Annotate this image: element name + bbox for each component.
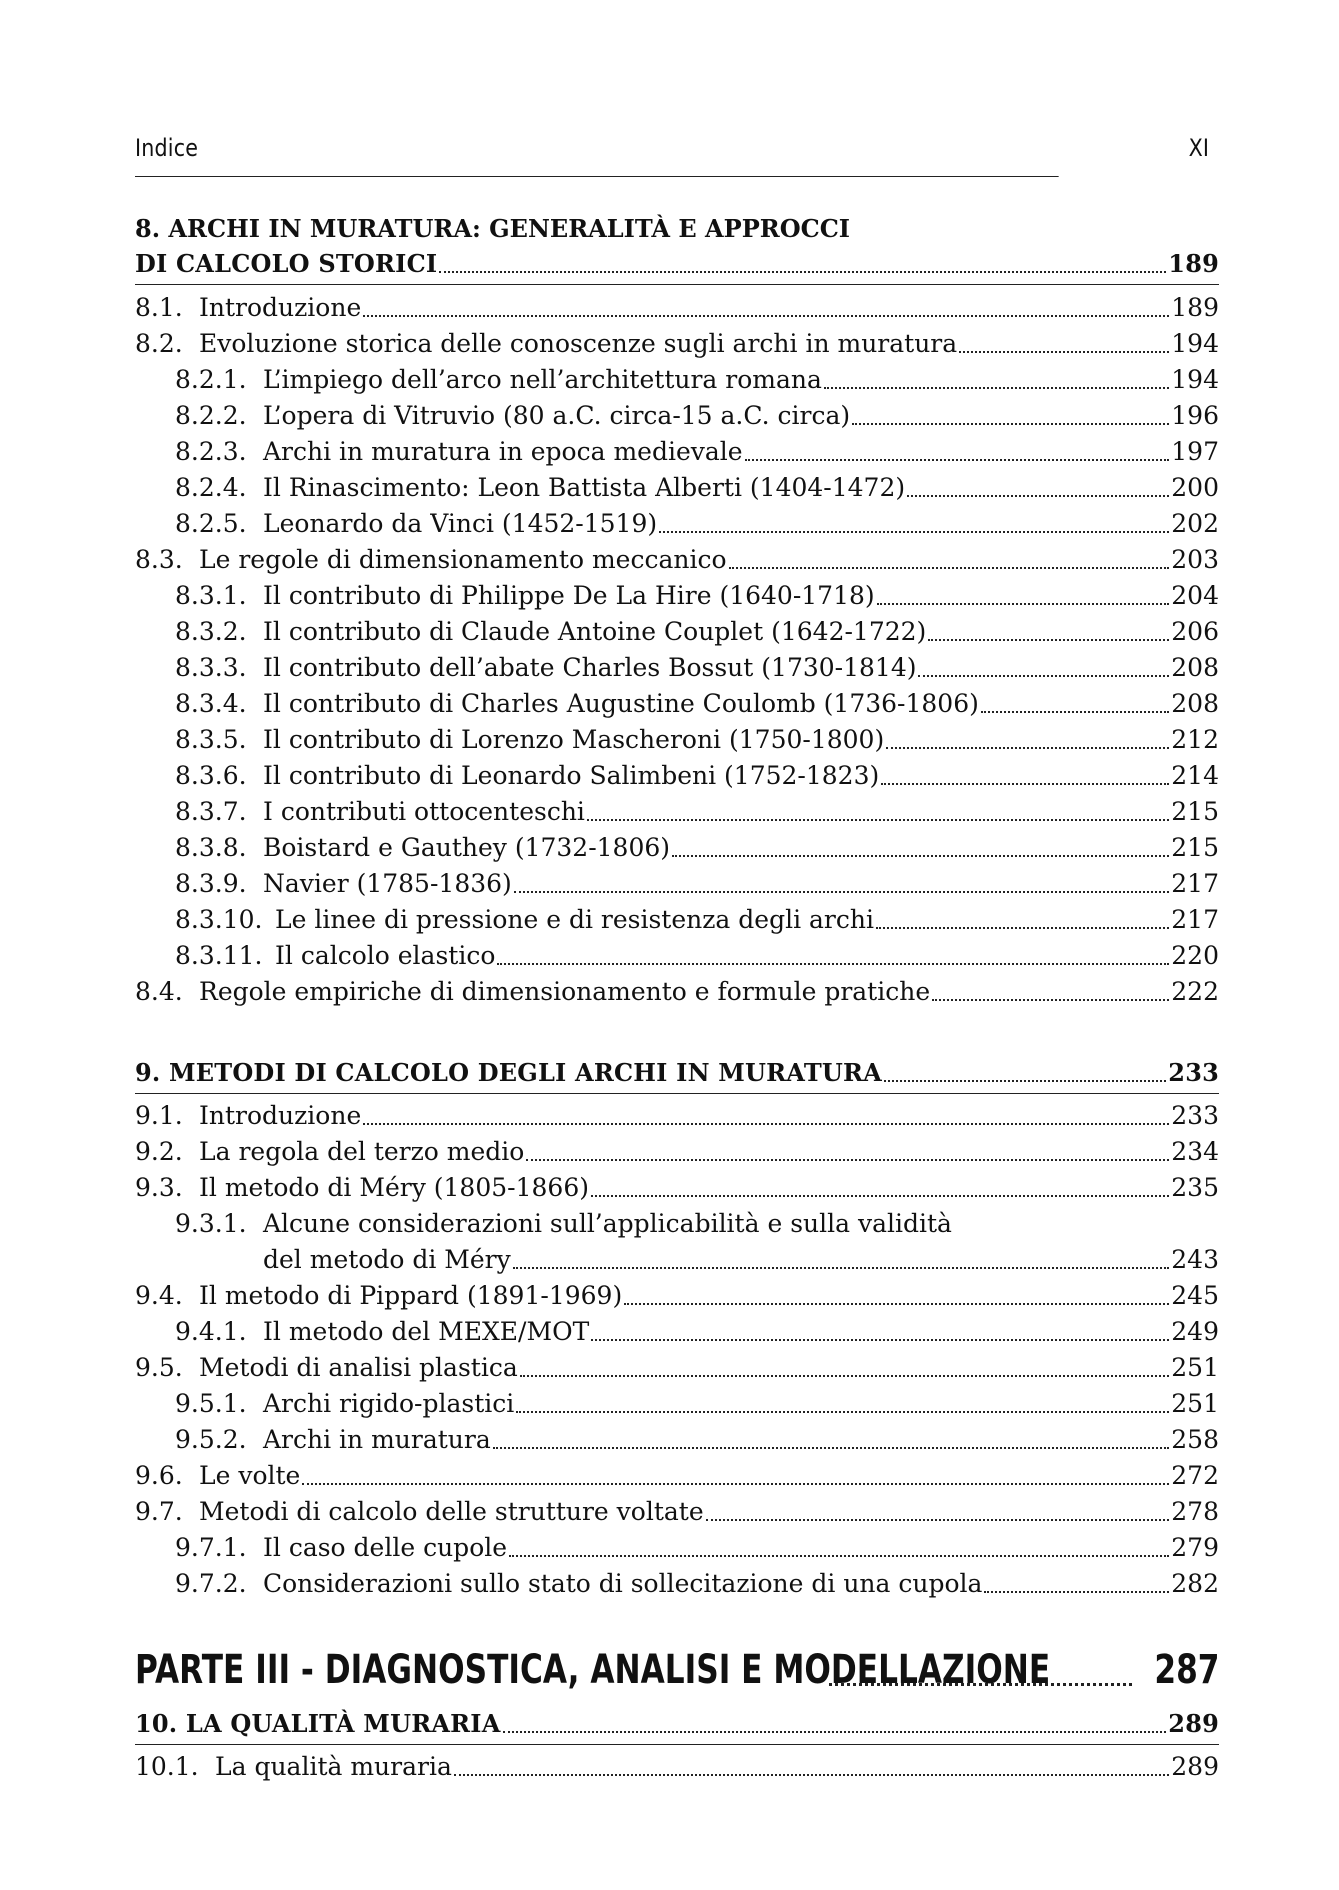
chapter-9-entry[interactable] xyxy=(135,1055,1219,1091)
toc-entry-9-3-1-line2[interactable] xyxy=(135,1242,1219,1278)
entry-number: 9.5. xyxy=(135,1353,183,1382)
entry-number: 8.3.8. xyxy=(175,833,247,862)
dot-leader xyxy=(516,1411,1169,1413)
dot-leader xyxy=(824,387,1169,389)
toc-entry-8-1[interactable] xyxy=(135,290,1219,326)
dot-leader xyxy=(520,1375,1170,1377)
entry-title: Archi rigido-plastici xyxy=(263,1389,515,1418)
toc-entry-9-6[interactable] xyxy=(135,1458,1219,1494)
entry-number: 8.2.1. xyxy=(175,365,247,394)
entry-number: 9.1. xyxy=(135,1101,183,1130)
entry-number: 8.2.3. xyxy=(175,437,247,466)
entry-page: 197 xyxy=(1171,437,1219,466)
entry-title-continued: del metodo di Méry xyxy=(263,1245,511,1274)
entry-title: Il contributo di Charles Augustine Coulomb (1736-1806) xyxy=(263,689,979,718)
toc-entry-9-3[interactable] xyxy=(135,1170,1219,1206)
entry-title: Introduzione xyxy=(199,293,362,322)
entry-page: 212 xyxy=(1171,725,1219,754)
dot-leader xyxy=(509,1555,1169,1557)
dot-leader xyxy=(876,927,1169,929)
dot-leader xyxy=(932,999,1169,1001)
chapter-9-title: 9. METODI DI CALCOLO DEGLI ARCHI IN MURATURA xyxy=(135,1058,882,1087)
entry-title: Leonardo da Vinci (1452-1519) xyxy=(263,509,658,538)
entry-number: 8.3.11. xyxy=(175,941,263,970)
dot-leader xyxy=(591,1339,1169,1341)
dot-leader xyxy=(852,423,1169,425)
entry-page: 200 xyxy=(1171,473,1219,502)
entry-number: 9.7.1. xyxy=(175,1533,247,1562)
entry-page: 282 xyxy=(1171,1569,1219,1598)
entry-number: 9.6. xyxy=(135,1461,183,1490)
dot-leader xyxy=(984,1591,1169,1593)
toc-entry-9-2[interactable] xyxy=(135,1134,1219,1170)
dot-leader xyxy=(907,495,1169,497)
toc-entry-9-7-1[interactable] xyxy=(135,1530,1219,1566)
entry-title: Il metodo del MEXE/MOT xyxy=(263,1317,590,1346)
toc-entry-8-3-6[interactable] xyxy=(135,758,1219,794)
entry-page: 251 xyxy=(1171,1353,1219,1382)
dot-leader xyxy=(918,675,1169,677)
entry-title: Il contributo di Philippe De La Hire (1640-1718) xyxy=(263,581,875,610)
entry-title: Introduzione xyxy=(199,1101,362,1130)
entry-page: 206 xyxy=(1171,617,1219,646)
entry-number: 8.3.1. xyxy=(175,581,247,610)
entry-page: 217 xyxy=(1171,905,1219,934)
chapter-rule xyxy=(135,1093,1219,1094)
dot-leader xyxy=(886,747,1169,749)
toc-entry-8-3[interactable] xyxy=(135,542,1219,578)
chapter-9-page: 233 xyxy=(1168,1058,1219,1087)
toc-entry-9-5-1[interactable] xyxy=(135,1386,1219,1422)
chapter-rule xyxy=(135,284,1219,285)
toc-entry-8-3-5[interactable] xyxy=(135,722,1219,758)
toc-entry-9-1[interactable] xyxy=(135,1098,1219,1134)
chapter-10-title: 10. LA QUALITÀ MURARIA xyxy=(135,1709,501,1738)
entry-number: 9.2. xyxy=(135,1137,183,1166)
entry-page: 234 xyxy=(1171,1137,1219,1166)
dot-leader xyxy=(302,1483,1169,1485)
toc-entry-8-3-8[interactable] xyxy=(135,830,1219,866)
toc-entry-9-7[interactable] xyxy=(135,1494,1219,1530)
dot-leader xyxy=(363,1123,1169,1125)
entry-title: Boistard e Gauthey (1732-1806) xyxy=(263,833,671,862)
chapter-rule xyxy=(135,1744,1219,1745)
entry-number: 8.2. xyxy=(135,329,183,358)
dot-leader xyxy=(672,855,1169,857)
entry-number: 8.3.10. xyxy=(175,905,263,934)
entry-page: 194 xyxy=(1171,365,1219,394)
entry-number: 9.3. xyxy=(135,1173,183,1202)
toc-entry-9-4-1[interactable] xyxy=(135,1314,1219,1350)
toc-entry-8-3-1[interactable] xyxy=(135,578,1219,614)
dot-leader xyxy=(959,351,1169,353)
entry-title: Evoluzione storica delle conoscenze sugli archi in muratura xyxy=(199,329,958,358)
entry-title: Il calcolo elastico xyxy=(275,941,496,970)
part-3-title: PARTE III - DIAGNOSTICA, ANALISI E MODELLAZIONE xyxy=(135,1647,1051,1693)
entry-title: Il caso delle cupole xyxy=(263,1533,508,1562)
entry-page: 235 xyxy=(1171,1173,1219,1202)
entry-page: 208 xyxy=(1171,653,1219,682)
toc-entry-8-2-4[interactable] xyxy=(135,470,1219,506)
entry-page: 214 xyxy=(1171,761,1219,790)
entry-page: 220 xyxy=(1171,941,1219,970)
chapter-10-entry[interactable] xyxy=(135,1706,1219,1742)
dot-leader xyxy=(439,271,1166,273)
dot-leader xyxy=(881,783,1169,785)
entry-number: 9.5.2. xyxy=(175,1425,247,1454)
toc-entry-9-4[interactable] xyxy=(135,1278,1219,1314)
entry-title: Il metodo di Méry (1805-1866) xyxy=(199,1173,589,1202)
entry-title: La qualità muraria xyxy=(215,1752,452,1781)
entry-title: Archi in muratura xyxy=(263,1425,491,1454)
toc-entry-8-2-2[interactable] xyxy=(135,398,1219,434)
entry-number: 9.3.1. xyxy=(175,1209,247,1238)
entry-number: 8.3.3. xyxy=(175,653,247,682)
entry-number: 9.5.1. xyxy=(175,1389,247,1418)
entry-page: 289 xyxy=(1171,1752,1219,1781)
entry-title: L’opera di Vitruvio (80 a.C. circa-15 a.C. circa) xyxy=(263,401,851,430)
dot-leader xyxy=(497,963,1169,965)
dot-leader xyxy=(729,567,1170,569)
toc-entry-9-5[interactable] xyxy=(135,1350,1219,1386)
part-3-entry[interactable] xyxy=(135,1642,1219,1698)
running-head-title: Indice xyxy=(135,134,199,162)
entry-number: 9.4.1. xyxy=(175,1317,247,1346)
running-head xyxy=(135,130,1210,177)
entry-number: 8.1. xyxy=(135,293,183,322)
entry-page: 258 xyxy=(1171,1425,1219,1454)
entry-number: 9.7. xyxy=(135,1497,183,1526)
dot-leader xyxy=(659,531,1169,533)
part-3-page: 287 xyxy=(1153,1647,1219,1693)
entry-title: Archi in muratura in epoca medievale xyxy=(263,437,743,466)
chapter-8-entry[interactable] xyxy=(135,246,1219,282)
entry-page: 222 xyxy=(1171,977,1219,1006)
entry-page: 249 xyxy=(1171,1317,1219,1346)
dot-leader xyxy=(513,1267,1170,1269)
dot-leader xyxy=(493,1447,1170,1449)
entry-title: Metodi di analisi plastica xyxy=(199,1353,518,1382)
entry-number: 9.7.2. xyxy=(175,1569,247,1598)
entry-page: 204 xyxy=(1171,581,1219,610)
entry-number: 8.2.5. xyxy=(175,509,247,538)
entry-number: 8.3.9. xyxy=(175,869,247,898)
dot-leader xyxy=(884,1080,1166,1082)
toc-entry-10-1[interactable] xyxy=(135,1749,1219,1785)
dot-leader xyxy=(514,891,1169,893)
toc-entry-8-3-4[interactable] xyxy=(135,686,1219,722)
entry-page: 202 xyxy=(1171,509,1219,538)
dot-leader xyxy=(587,819,1169,821)
chapter-8-title-line1: 8. ARCHI IN MURATURA: GENERALITÀ E APPROCCI xyxy=(135,214,851,243)
entry-number: 8.3.6. xyxy=(175,761,247,790)
toc-entry-8-3-2[interactable] xyxy=(135,614,1219,650)
dot-leader xyxy=(706,1519,1170,1521)
toc-entry-8-2-1[interactable] xyxy=(135,362,1219,398)
entry-page: 279 xyxy=(1171,1533,1219,1562)
page-number-roman: XI xyxy=(1188,134,1210,162)
entry-number: 8.3. xyxy=(135,545,183,574)
entry-page: 217 xyxy=(1171,869,1219,898)
entry-title: Navier (1785-1836) xyxy=(263,869,512,898)
toc-entry-9-5-2[interactable] xyxy=(135,1422,1219,1458)
chapter-10-page: 289 xyxy=(1168,1709,1219,1738)
dot-leader xyxy=(981,711,1169,713)
entry-title: Alcune considerazioni sull’applicabilità e sulla validità xyxy=(263,1209,952,1238)
toc-entry-8-3-9[interactable] xyxy=(135,866,1219,902)
toc-entry-8-2-5[interactable] xyxy=(135,506,1219,542)
entry-page: 278 xyxy=(1171,1497,1219,1526)
entry-title: La regola del terzo medio xyxy=(199,1137,525,1166)
toc-entry-9-7-2[interactable] xyxy=(135,1566,1219,1602)
dot-leader xyxy=(363,315,1169,317)
entry-title: Le linee di pressione e di resistenza degli archi xyxy=(275,905,874,934)
dot-leader xyxy=(526,1159,1169,1161)
entry-number: 8.4. xyxy=(135,977,183,1006)
dot-leader xyxy=(591,1195,1169,1197)
dot-leader xyxy=(454,1774,1169,1776)
entry-title: Il contributo dell’abate Charles Bossut (1730-1814) xyxy=(263,653,917,682)
entry-page: 194 xyxy=(1171,329,1219,358)
entry-page: 215 xyxy=(1171,833,1219,862)
entry-page: 189 xyxy=(1171,293,1219,322)
entry-title: L’impiego dell’arco nell’architettura romana xyxy=(263,365,822,394)
entry-title: Il contributo di Leonardo Salimbeni (1752-1823) xyxy=(263,761,880,790)
entry-number: 8.3.7. xyxy=(175,797,247,826)
entry-page: 272 xyxy=(1171,1461,1219,1490)
entry-page: 203 xyxy=(1171,545,1219,574)
dot-leader xyxy=(624,1303,1169,1305)
entry-title: Le regole di dimensionamento meccanico xyxy=(199,545,727,574)
entry-page: 208 xyxy=(1171,689,1219,718)
entry-title: Il metodo di Pippard (1891-1969) xyxy=(199,1281,623,1310)
toc-entry-8-4[interactable] xyxy=(135,974,1219,1010)
toc-entry-8-3-11[interactable] xyxy=(135,938,1219,974)
toc-entry-8-2-3[interactable] xyxy=(135,434,1219,470)
entry-number: 8.3.2. xyxy=(175,617,247,646)
entry-title: Metodi di calcolo delle strutture voltate xyxy=(199,1497,704,1526)
dot-leader xyxy=(503,1731,1167,1733)
entry-title: Regole empiriche di dimensionamento e formule pratiche xyxy=(199,977,931,1006)
entry-page: 243 xyxy=(1171,1245,1219,1274)
toc-entry-8-3-3[interactable] xyxy=(135,650,1219,686)
dot-leader xyxy=(745,459,1170,461)
toc-entry-8-2[interactable] xyxy=(135,326,1219,362)
dot-leader xyxy=(877,603,1170,605)
toc-entry-9-3-1-line1[interactable] xyxy=(135,1206,1219,1242)
entry-title: Il contributo di Lorenzo Mascheroni (1750-1800) xyxy=(263,725,885,754)
chapter-8-page: 189 xyxy=(1168,249,1219,278)
entry-page: 215 xyxy=(1171,797,1219,826)
entry-number: 8.2.4. xyxy=(175,473,247,502)
entry-number: 9.4. xyxy=(135,1281,183,1310)
entry-number: 10.1. xyxy=(135,1752,199,1781)
entry-page: 196 xyxy=(1171,401,1219,430)
entry-number: 8.3.4. xyxy=(175,689,247,718)
entry-number: 8.3.5. xyxy=(175,725,247,754)
entry-title: Il Rinascimento: Leon Battista Alberti (1404-1472) xyxy=(263,473,906,502)
toc-entry-8-3-7[interactable] xyxy=(135,794,1219,830)
entry-page: 251 xyxy=(1171,1389,1219,1418)
toc-entry-8-3-10[interactable] xyxy=(135,902,1219,938)
entry-page: 245 xyxy=(1171,1281,1219,1310)
chapter-8-title-line2: DI CALCOLO STORICI xyxy=(135,249,438,278)
entry-title: Le volte xyxy=(199,1461,301,1490)
entry-title: I contributi ottocenteschi xyxy=(263,797,585,826)
entry-page: 233 xyxy=(1171,1101,1219,1130)
entry-number: 8.2.2. xyxy=(175,401,247,430)
entry-title: Considerazioni sullo stato di sollecitazione di una cupola xyxy=(263,1569,983,1598)
entry-title: Il contributo di Claude Antoine Couplet (1642-1722) xyxy=(263,617,927,646)
dot-leader xyxy=(928,639,1169,641)
